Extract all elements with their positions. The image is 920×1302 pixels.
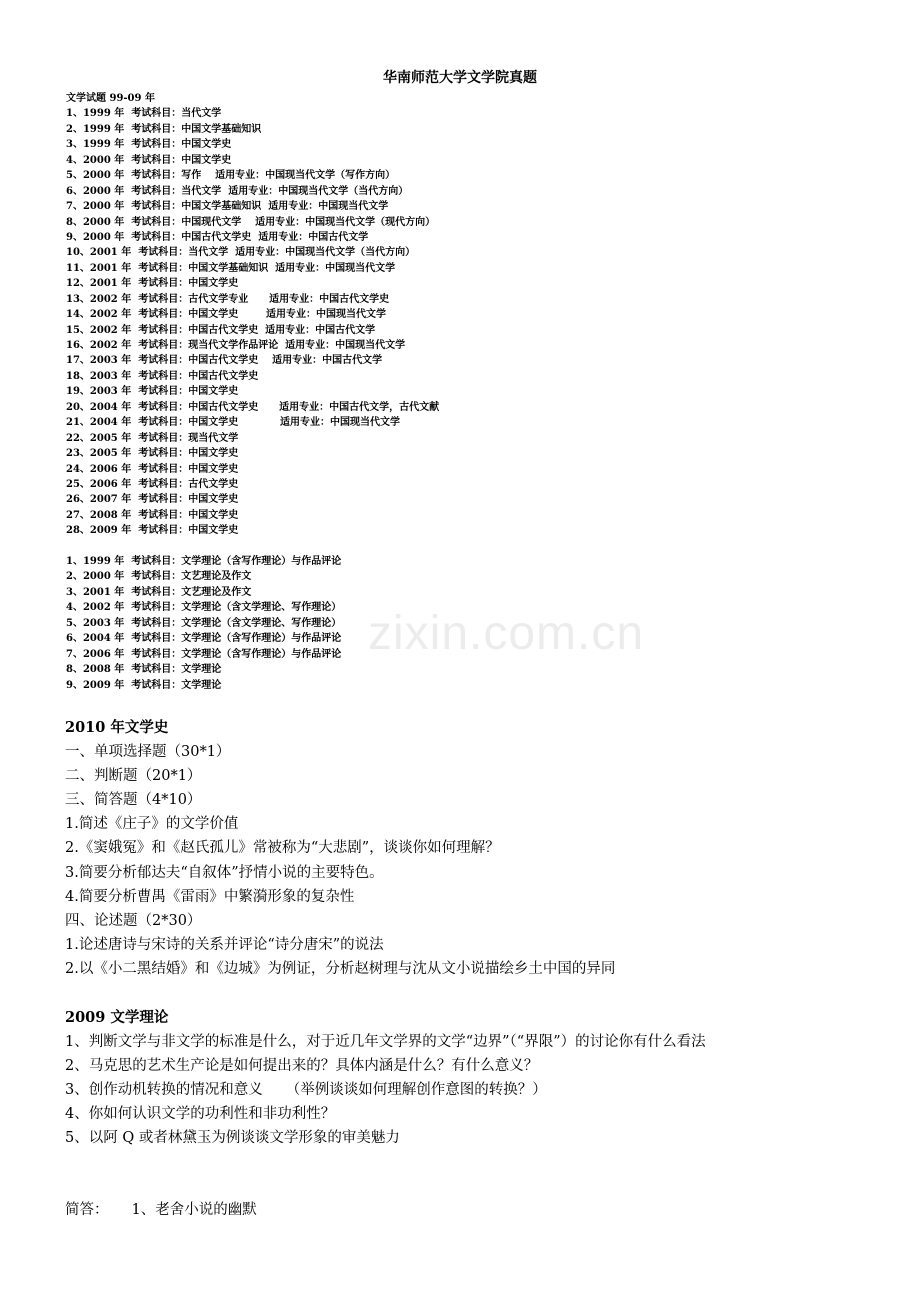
list-item: 12、2001 年 考试科目：中国文学史 — [66, 278, 239, 290]
list-item: 21、2004 年 考试科目：中国文学史 适用专业：中国现当代文学 — [66, 417, 400, 429]
list-item: 9、2009 年 考试科目：文学理论 — [66, 679, 222, 691]
question-line: 四、论述题（2*30） — [65, 912, 202, 929]
list-item: 24、2006 年 考试科目：中国文学史 — [66, 463, 239, 475]
list-item: 23、2005 年 考试科目：中国文学史 — [66, 448, 239, 460]
list-item: 文学试题 99-09 年 — [66, 93, 155, 104]
list-item: 8、2008 年 考试科目：文学理论 — [66, 664, 222, 676]
section-2009-literary-theory — [65, 1006, 865, 1151]
question-line: 一、单项选择题（30*1） — [65, 744, 231, 761]
list-item: 14、2002 年 考试科目：中国文学史 适用专业：中国现当代文学 — [66, 309, 387, 321]
question-line: 1、判断文学与非文学的标准是什么，对于近几年文学界的文学“边界”（“界限”）的讨论你有什么看法 — [65, 1034, 706, 1051]
list-item: 18、2003 年 考试科目：中国古代文学史 — [66, 370, 259, 382]
question-line: 4.简要分析曹禺《雷雨》中繁漪形象的复杂性 — [65, 888, 355, 905]
section-heading: 2010 年文学史 — [65, 719, 169, 736]
question-line: 3.简要分析郁达夫“自叙体”抒情小说的主要特色。 — [65, 864, 384, 881]
list-item: 15、2002 年 考试科目：中国古代文学史 适用专业：中国古代文学 — [66, 324, 376, 336]
question-line: 2、马克思的艺术生产论是如何提出来的？具体内涵是什么？有什么意义？ — [65, 1058, 539, 1075]
list-item: 19、2003 年 考试科目：中国文学史 — [66, 386, 239, 398]
question-line: 1.简述《庄子》的文学价值 — [65, 816, 239, 833]
question-line: 2.以《小二黑结婚》和《边城》为例证，分析赵树理与沈从文小说描绘乡土中国的异同 — [65, 960, 616, 977]
list-item: 28、2009 年 考试科目：中国文学史 — [66, 525, 239, 537]
list-item: 5、2000 年 考试科目：写作 适用专业：中国现当代文学（写作方向） — [66, 170, 396, 182]
list-item: 16、2002 年 考试科目：现当代文学作品评论 适用专业：中国现当代文学 — [66, 340, 406, 351]
list-item: 6、2000 年 考试科目：当代文学 适用专业：中国现当代文学（当代方向） — [66, 185, 409, 197]
section-heading: 2009 文学理论 — [65, 1009, 169, 1026]
list-item: 11、2001 年 考试科目：中国文学基础知识 适用专业：中国现当代文学 — [66, 262, 396, 274]
list-item: 26、2007 年 考试科目：中国文学史 — [66, 494, 239, 506]
list-item: 1、1999 年 考试科目：文学理论（含写作理论）与作品评论 — [66, 556, 342, 567]
list-item: 2、2000 年 考试科目：文艺理论及作文 — [66, 571, 252, 583]
list-item: 27、2008 年 考试科目：中国文学史 — [66, 509, 239, 521]
list-item: 1、1999 年 考试科目：当代文学 — [66, 108, 222, 120]
question-line: 三、简答题（4*10） — [65, 792, 202, 809]
list-item: 4、2002 年 考试科目：文学理论（含文学理论、写作理论） — [66, 602, 342, 614]
list-item: 7、2000 年 考试科目：中国文学基础知识 适用专业：中国现当代文学 — [66, 201, 389, 213]
list-item: 2、1999 年 考试科目：中国文学基础知识 — [66, 123, 262, 135]
question-line: 简答： 1、老舍小说的幽默 — [65, 1202, 257, 1219]
question-line: 4、你如何认识文学的功利性和非功利性？ — [65, 1106, 336, 1123]
question-line: 二、判断题（20*1） — [65, 768, 202, 785]
list-item: 3、1999 年 考试科目：中国文学史 — [66, 139, 232, 151]
list-item: 10、2001 年 考试科目：当代文学 适用专业：中国现当代文学（当代方向） — [66, 247, 416, 259]
question-line: 2.《窦娥冤》和《赵氏孤儿》常被称为“大悲剧”，谈谈你如何理解？ — [65, 840, 500, 857]
section-2010-literature-history — [65, 716, 865, 981]
list-item: 6、2004 年 考试科目：文学理论（含写作理论）与作品评论 — [66, 633, 342, 645]
list-item: 3、2001 年 考试科目：文艺理论及作文 — [66, 586, 252, 598]
question-line: 1.论述唐诗与宋诗的关系并评论“诗分唐宋”的说法 — [65, 936, 384, 953]
list-item: 20、2004 年 考试科目：中国古代文学史 适用专业：中国古代文学，古代文献 — [66, 401, 440, 413]
list-item: 4、2000 年 考试科目：中国文学史 — [66, 154, 232, 166]
list-item: 7、2006 年 考试科目：文学理论（含写作理论）与作品评论 — [66, 648, 342, 660]
question-line: 5、以阿 Q 或者林黛玉为例谈谈文学形象的审美魅力 — [65, 1130, 400, 1147]
section-2009-literature-history — [65, 1174, 865, 1222]
exam-list-literature-history — [66, 91, 866, 539]
list-item: 5、2003 年 考试科目：文学理论（含文学理论、写作理论） — [66, 617, 342, 629]
list-item: 9、2000 年 考试科目：中国古代文学史 适用专业：中国古代文学 — [66, 231, 369, 243]
list-item: 8、2000 年 考试科目：中国现代文学 适用专业：中国现当代文学（现代方向） — [66, 216, 436, 228]
list-item: 13、2002 年 考试科目：古代文学专业 适用专业：中国古代文学史 — [66, 293, 390, 305]
document-title: 华南师范大学文学院真题 — [383, 70, 537, 86]
list-item: 17、2003 年 考试科目：中国古代文学史 适用专业：中国古代文学 — [66, 355, 383, 367]
list-item: 25、2006 年 考试科目：古代文学史 — [66, 478, 239, 490]
watermark: zixin.com.cn — [368, 607, 645, 660]
list-item: 22、2005 年 考试科目：现当代文学 — [66, 432, 239, 444]
question-line: 3、创作动机转换的情况和意义 （举例谈谈如何理解创作意图的转换？） — [65, 1082, 547, 1099]
